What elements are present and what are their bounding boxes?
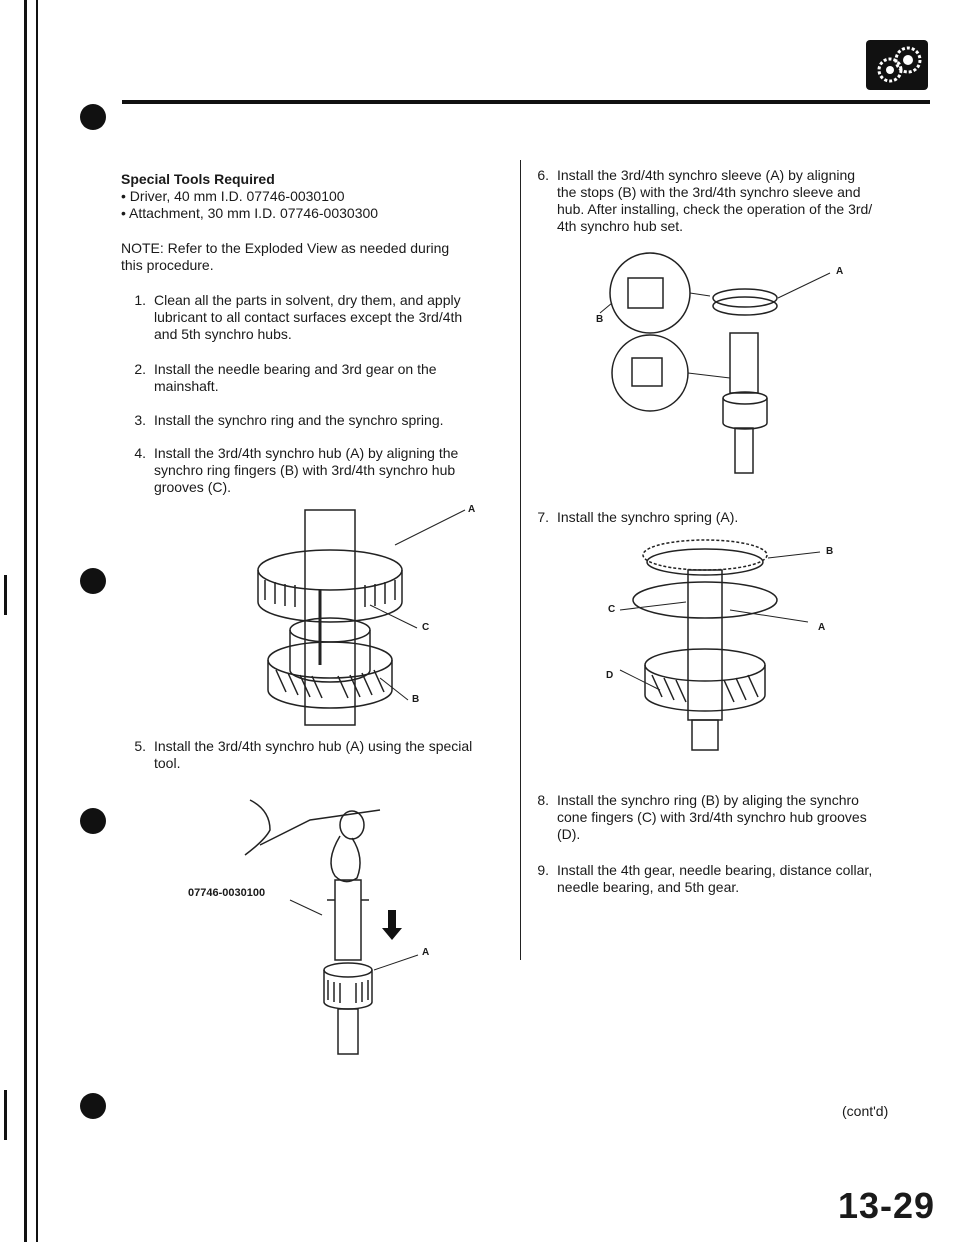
transmission-gear-icon <box>866 40 928 90</box>
synchro-sleeve-figure <box>590 248 850 478</box>
step-8 <box>531 792 931 846</box>
callout-label: B <box>596 314 604 325</box>
step-text: (D). <box>557 826 581 842</box>
step-5 <box>128 738 508 774</box>
callout-label: A <box>468 504 476 515</box>
step-number: 8. <box>537 792 549 808</box>
step-4 <box>128 445 508 499</box>
step-text: cone fingers (C) with 3rd/4th synchro hub grooves <box>557 809 867 825</box>
continued-note: (cont'd) <box>842 1103 889 1119</box>
step-text: hub. After installing, check the operation of the 3rd/ <box>557 201 873 217</box>
step-text: tool. <box>154 755 181 771</box>
tools-heading: Special Tools Required <box>121 171 275 187</box>
step-3 <box>128 412 508 430</box>
punch-hole <box>80 568 106 594</box>
step-text: Install the synchro ring (B) by aliging the synchro <box>557 792 859 808</box>
step-text: Install the 3rd/4th synchro sleeve (A) by aligning <box>557 167 856 183</box>
step-1 <box>128 292 508 346</box>
step-number: 4. <box>134 445 146 461</box>
callout-label: C <box>608 604 616 615</box>
step-number: 7. <box>537 509 549 525</box>
step-2 <box>128 361 508 397</box>
step-text: Install the needle bearing and 3rd gear on the <box>154 361 437 377</box>
callout-label: B <box>826 546 834 557</box>
step-number: 1. <box>134 292 146 308</box>
synchro-spring-figure <box>580 530 860 760</box>
binder-edge-inner <box>36 0 38 1242</box>
step-text: grooves (C). <box>154 479 232 495</box>
step-text: Clean all the parts in solvent, dry them, and apply <box>154 292 461 308</box>
step-6 <box>531 167 931 239</box>
synchro-hub-figure <box>220 510 480 730</box>
callout-label: B <box>412 694 420 705</box>
tool-item: • Attachment, 30 mm I.D. 07746-0030300 <box>121 205 379 221</box>
step-text: and 5th synchro hubs. <box>154 326 292 342</box>
punch-hole <box>80 104 106 130</box>
binder-mark <box>4 575 7 615</box>
step-text: synchro ring fingers (B) with 3rd/4th synchro hub <box>154 462 456 478</box>
header-rule <box>122 100 930 104</box>
punch-hole <box>80 808 106 834</box>
binder-edge <box>24 0 27 1242</box>
callout-label: C <box>422 622 430 633</box>
step-text: needle bearing, and 5th gear. <box>557 879 740 895</box>
step-text: the stops (B) with the 3rd/4th synchro sleeve and <box>557 184 861 200</box>
step-text: Install the 4th gear, needle bearing, distance collar, <box>557 862 873 878</box>
binder-mark <box>4 1090 7 1140</box>
callout-label: A <box>836 266 844 277</box>
step-text: Install the synchro spring (A). <box>557 509 739 525</box>
column-divider <box>520 160 521 960</box>
page-number: 13-29 <box>838 1185 936 1226</box>
callout-label: A <box>422 947 430 958</box>
step-text: mainshaft. <box>154 378 219 394</box>
step-9 <box>531 862 931 898</box>
callout-label: A <box>818 622 826 633</box>
note-line: NOTE: Refer to the Exploded View as needed during <box>121 240 450 256</box>
step-number: 6. <box>537 167 549 183</box>
step-number: 3. <box>134 412 146 428</box>
tool-part-number: 07746-0030100 <box>188 887 266 899</box>
step-text: Install the synchro ring and the synchro spring. <box>154 412 444 428</box>
step-7 <box>531 509 931 527</box>
step-number: 9. <box>537 862 549 878</box>
callout-label: D <box>606 670 614 681</box>
note-line: this procedure. <box>121 257 214 273</box>
step-text: lubricant to all contact surfaces except the 3rd/4th <box>154 309 463 325</box>
punch-hole <box>80 1093 106 1119</box>
special-tool-figure <box>240 790 460 1060</box>
step-number: 5. <box>134 738 146 754</box>
step-text: 4th synchro hub set. <box>557 218 684 234</box>
step-text: Install the 3rd/4th synchro hub (A) using the special <box>154 738 473 754</box>
step-text: Install the 3rd/4th synchro hub (A) by aligning the <box>154 445 459 461</box>
step-number: 2. <box>134 361 146 377</box>
tool-item: • Driver, 40 mm I.D. 07746-0030100 <box>121 188 345 204</box>
